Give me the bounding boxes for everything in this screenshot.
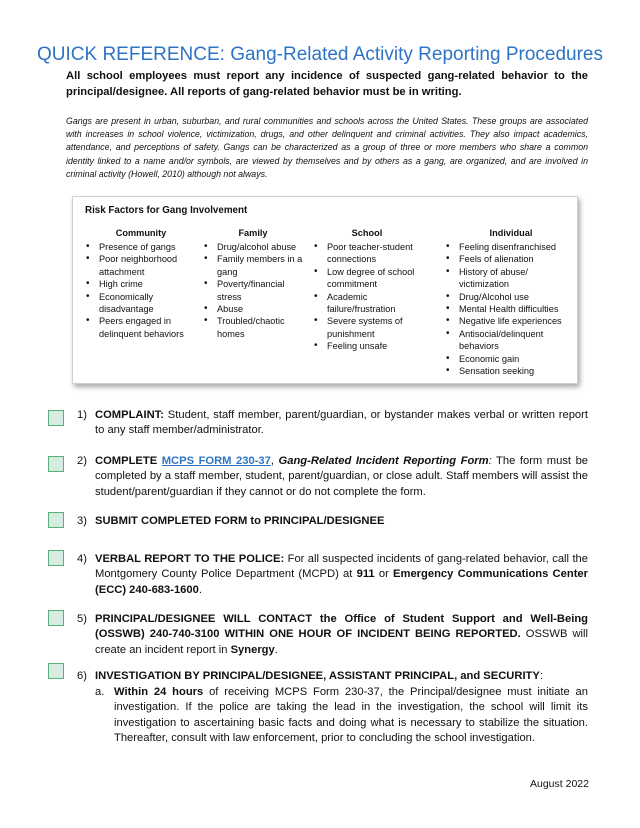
mcps-form-link[interactable]: MCPS FORM 230-37 [161, 455, 271, 467]
risk-factor-item: • Economically disadvantage [99, 291, 197, 316]
risk-factor-item: • Drug/alcohol abuse [217, 241, 303, 253]
risk-factor-item: • History of abuse/ victimization [459, 266, 577, 291]
risk-column-school [313, 228, 421, 353]
risk-factor-item: • High crime [99, 278, 197, 290]
risk-factors-title: Risk Factors for Gang Involvement [85, 205, 248, 216]
risk-factor-item: • Economic gain [459, 353, 577, 365]
step-text: INVESTIGATION BY PRINCIPAL/DESIGNEE, ASSISTANT PRINCIPAL, and SECURITY: [95, 670, 543, 682]
risk-factor-item: • Family members in a gang [217, 253, 303, 278]
risk-factor-item: • Poverty/financial stress [217, 278, 303, 303]
step-text: VERBAL REPORT TO THE POLICE: For all suspected incidents of gang-related behavior, call the Montgomery County Police Department (MCPD) at 911 or Emergency Communications Center (ECC) 240-683-1600. [95, 553, 588, 596]
risk-factor-item: • Feeling unsafe [327, 340, 421, 352]
step-checkbox[interactable] [48, 663, 64, 679]
risk-factor-item: • Troubled/chaotic homes [217, 315, 303, 340]
risk-factor-item: • Peers engaged in delinquent behaviors [99, 315, 197, 340]
risk-factor-item: • Presence of gangs [99, 241, 197, 253]
column-heading: School [351, 228, 383, 238]
column-heading: Family [238, 228, 268, 238]
step-number: 6) [77, 670, 87, 682]
risk-factor-item: • Drug/Alcohol use [459, 291, 577, 303]
risk-factor-item: • Poor neighborhood attachment [99, 253, 197, 278]
risk-factor-item: • Severe systems of punishment [327, 315, 421, 340]
step-number: 5) [77, 613, 87, 625]
step-number: 1) [77, 409, 87, 421]
step-number: 3) [77, 515, 87, 527]
risk-factors-box [72, 196, 578, 384]
step-checkbox[interactable] [48, 512, 64, 528]
step-text: COMPLAINT: Student, staff member, parent/guardian, or bystander makes verbal or written report to any staff member/administrator. [95, 409, 588, 437]
risk-factor-item: • Negative life experiences [459, 315, 577, 327]
risk-factor-item: • Low degree of school commitment [327, 266, 421, 291]
step-text: SUBMIT COMPLETED FORM to PRINCIPAL/DESIGNEE [95, 515, 385, 527]
gang-description-paragraph: Gangs are present in urban, suburban, and rural communities and schools across the United States. These groups are associated with increases in school violence, victimization, drugs, and other delinquent and criminal activities. They also impact academics, attendance, and perceptions of safety. Gangs can be characterized as a group of three or more members who share a common identity linked to a name and/or symbols, are viewed by themselves and by others as a gang, are organized, and are involved in criminal activity (Howell, 2010) although not always. [66, 116, 588, 179]
step-text: COMPLETE MCPS FORM 230-37, Gang-Related Incident Reporting Form: The form must be completed by a staff member, student, parent/guardian, or close adult. Staff members will assist the student/parent/guardian if they cannot or do not complete the form. [95, 455, 589, 498]
step-checkbox[interactable] [48, 550, 64, 566]
page-title: QUICK REFERENCE: Gang-Related Activity Reporting Procedures [37, 44, 603, 65]
sub-item-text: Within 24 hours of receiving MCPS Form 230-37, the Principal/designee must initiate an investigation. If the police are taking the lead in the investigation, the school will limit its investigation to ascertaining basic facts and doing what is necessary to stabilize the situation. Thereafter, consult with law enforcement, prior to concluding the school investigation. [114, 686, 588, 745]
step-number: 2) [77, 455, 87, 467]
column-heading: Individual [489, 228, 533, 238]
risk-factor-item: • Feels of alienation [459, 253, 577, 265]
step-checkbox[interactable] [48, 410, 64, 426]
footer-date: August 2022 [530, 778, 589, 790]
risk-column-community [85, 228, 197, 340]
step-checkbox[interactable] [48, 610, 64, 626]
intro-statement: All school employees must report any incidence of suspected gang-related behavior to the principal/designee. All reports of gang-related behavior must be in writing. [66, 70, 588, 98]
risk-factor-item: • Abuse [217, 303, 303, 315]
step-checkbox[interactable] [48, 456, 64, 472]
risk-column-individual [445, 228, 577, 377]
risk-column-family [203, 228, 303, 340]
sub-item-letter: a. [95, 686, 105, 698]
step-text: PRINCIPAL/DESIGNEE WILL CONTACT the Office of Student Support and Well-Being (OSSWB) 240-740-3100 WITHIN ONE HOUR OF INCIDENT BEING REPORTED. OSSWB will create an incident report in Synergy. [95, 613, 588, 656]
risk-factor-item: • Feeling disenfranchised [459, 241, 577, 253]
risk-factor-item: • Academic failure/frustration [327, 291, 421, 316]
risk-factor-item: • Antisocial/delinquent behaviors [459, 328, 577, 353]
risk-factor-item: • Mental Health difficulties [459, 303, 577, 315]
risk-factor-item: • Poor teacher-student connections [327, 241, 421, 266]
step-number: 4) [77, 553, 87, 565]
risk-factor-item: • Sensation seeking [459, 365, 577, 377]
column-heading: Community [115, 228, 167, 238]
